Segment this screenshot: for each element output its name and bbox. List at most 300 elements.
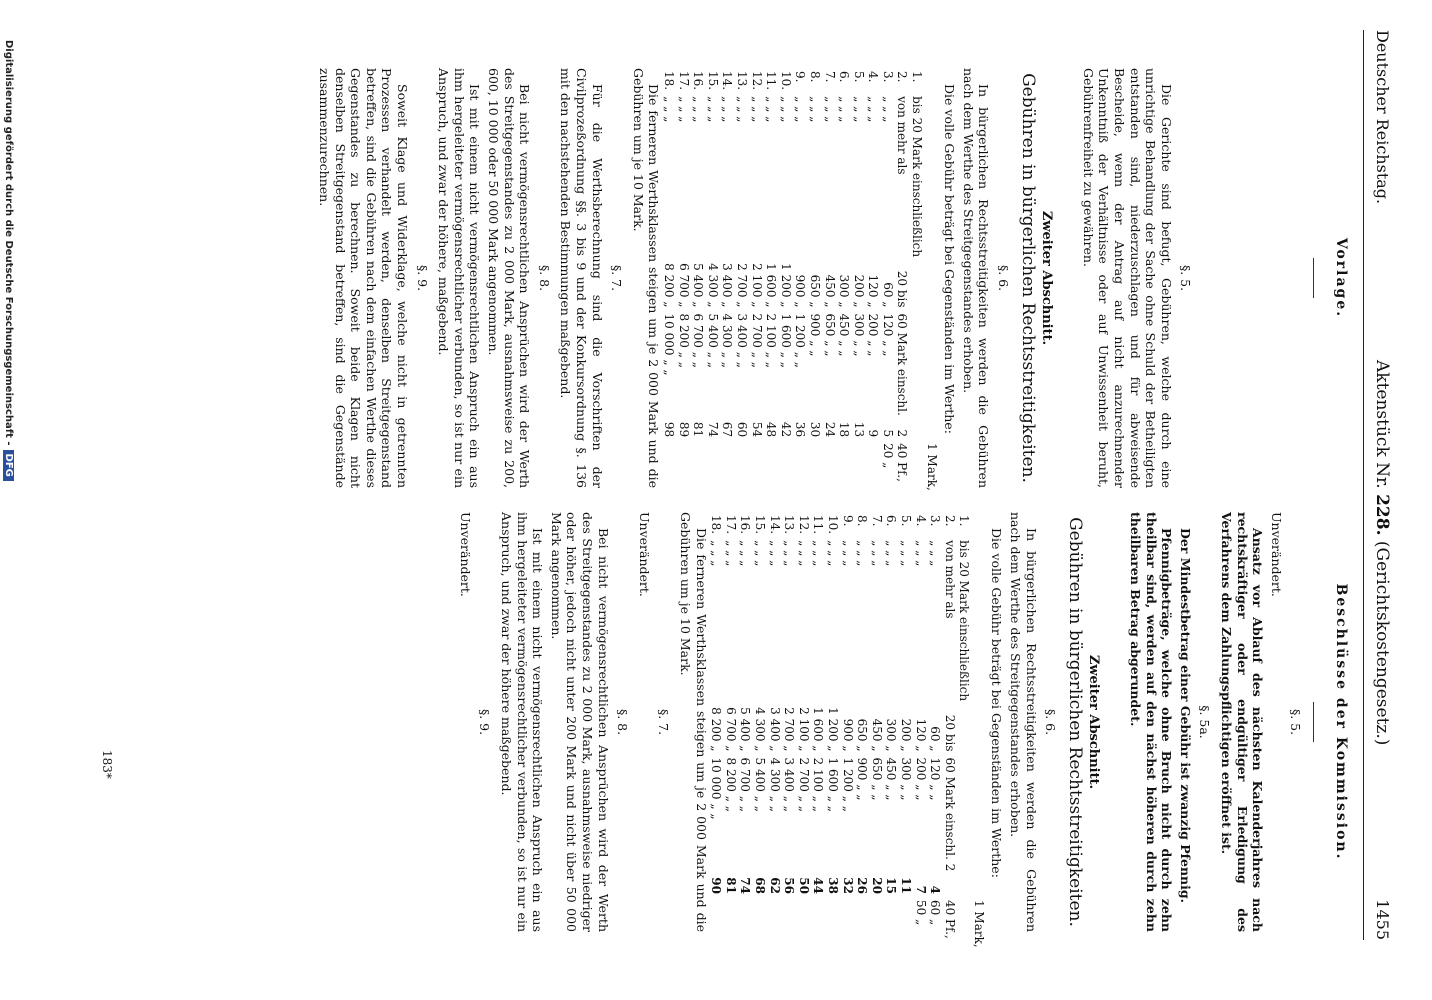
value-from: „ „ „	[720, 96, 735, 123]
value-upper-bound: 60 Mark einschl.	[895, 313, 910, 416]
fee-table-row	[928, 512, 943, 951]
row-number: 13.	[734, 71, 749, 91]
value-lower-bound: 3 400 „	[720, 263, 735, 308]
row-number: 6.	[837, 71, 852, 83]
fee-amount: 81	[723, 877, 738, 894]
value-upper-bound: 1 200 „ „	[840, 757, 855, 812]
fee-amount: 60	[734, 421, 749, 438]
fee-unit	[825, 897, 840, 951]
section-heading: §. 6.	[996, 264, 1012, 292]
value-from: „ „ „	[928, 540, 943, 567]
value-lower-bound: 900 „	[840, 718, 855, 752]
row-number: 3.	[928, 515, 943, 527]
value-upper-bound	[957, 755, 972, 875]
value-upper-bound: 4 300 „ „	[767, 757, 782, 812]
value-from: „ „ „	[691, 96, 706, 123]
value-from: „ „ „	[749, 96, 764, 123]
value-upper-bound: 10 000 „ „	[709, 757, 724, 820]
fee-table-row	[749, 68, 764, 494]
section-heading: §. 5.	[1288, 708, 1304, 736]
value-lower-bound: 2 100 „	[749, 263, 764, 308]
fee-table-row	[782, 512, 797, 951]
section-text: Unverändert.	[636, 512, 652, 597]
fee-amount: 2	[895, 429, 910, 438]
section-text: Ist mit einem nicht vermögensrechtlichen Anspruch ein aus ihm hergeleiteter vermögensrechtlicher verbunden, so ist nur ein Anspruch, und zwar der höhere, maßgebend.	[436, 68, 483, 488]
fee-table-row	[796, 512, 811, 951]
value-upper-bound: 2 700 „ „	[796, 757, 811, 812]
value-from: bis 20 Mark einschließlich	[910, 96, 925, 258]
value-from: „ „ „	[662, 96, 676, 123]
fee-table-header-row	[971, 512, 986, 951]
fee-amount: 5	[880, 429, 895, 438]
fee-table-row	[957, 512, 972, 951]
value-lower-bound: 20 bis	[942, 714, 957, 752]
value-lower-bound: 650 „	[807, 274, 822, 308]
value-lower-bound: 6 700 „	[723, 707, 738, 752]
fee-unit	[884, 897, 899, 951]
fee-unit	[793, 440, 808, 494]
fee-amount: 62	[767, 877, 782, 894]
value-from: „ „ „	[880, 96, 895, 123]
fee-amount: 67	[720, 421, 735, 438]
value-lower-bound: 1 600 „	[811, 707, 826, 752]
section-text: In bürgerlichen Rechtsstreitigkeiten werden die Gebühren nach dem Werthe des Streitgegenstandes erhoben.	[960, 68, 992, 488]
table-intro: Die volle Gebühr beträgt bei Gegenständen im Werthe:	[942, 84, 958, 434]
fee-amount: 15	[884, 877, 899, 894]
value-lower-bound: 200 „	[851, 274, 866, 308]
fee-unit	[767, 897, 782, 951]
fee-table-row	[676, 68, 691, 494]
value-upper-bound: 3 400 „ „	[782, 757, 797, 812]
fee-unit	[782, 897, 797, 951]
row-number: 9.	[840, 515, 855, 527]
fee-table-row	[851, 68, 866, 494]
fee-table	[709, 512, 986, 951]
fee-unit	[807, 440, 822, 494]
fee-table-row	[895, 68, 910, 494]
value-from: „ „ „	[811, 540, 826, 567]
value-lower-bound: 120 „	[866, 274, 881, 308]
value-from: „ „ „	[807, 96, 822, 123]
fee-table-row	[691, 68, 706, 494]
value-lower-bound: 3 400 „	[767, 707, 782, 752]
value-upper-bound: 900 „ „	[855, 757, 870, 801]
value-lower-bound: 1 200 „	[778, 263, 793, 308]
fee-table-row	[884, 512, 899, 951]
row-number: 2.	[895, 71, 910, 83]
part-heading: Zweiter Abschnitt.	[1086, 654, 1102, 790]
value-from: „ „ „	[840, 540, 855, 567]
row-number: 15.	[753, 515, 767, 535]
fee-table	[661, 68, 938, 494]
value-lower-bound: 450 „	[822, 274, 837, 308]
fee-table-row	[734, 68, 749, 494]
value-upper-bound: 450 „ „	[837, 313, 852, 357]
value-lower-bound	[957, 704, 972, 754]
running-head-center	[1372, 360, 1392, 745]
row-number: 17.	[723, 515, 738, 535]
fee-amount	[957, 874, 972, 897]
fee-table-row	[913, 512, 928, 951]
value-upper-bound: 1 600 „ „	[825, 757, 840, 812]
fee-unit	[855, 897, 870, 951]
row-number: 2.	[942, 515, 957, 527]
row-number: 3.	[880, 71, 895, 83]
value-upper-bound: 200 „ „	[866, 313, 881, 357]
fee-amount	[942, 874, 957, 897]
value-from: „ „ „	[898, 540, 913, 567]
value-upper-bound: 8 200 „ „	[723, 757, 738, 812]
fee-table-row	[822, 68, 837, 494]
value-lower-bound: 4 300 „	[705, 263, 720, 308]
digitization-credit	[3, 40, 14, 960]
value-from: „ „ „	[822, 96, 837, 123]
value-from: „ „ „	[869, 540, 884, 567]
fee-amount: 18	[837, 421, 852, 438]
fee-unit	[811, 897, 826, 951]
value-upper-bound: 8 200 „ „	[676, 313, 691, 368]
row-number: 18.	[662, 71, 676, 91]
fee-amount: 54	[749, 421, 764, 438]
row-number: 10.	[825, 515, 840, 535]
column-kommission	[454, 512, 1354, 948]
value-from: „ „ „	[796, 540, 811, 567]
fee-table-row	[738, 512, 753, 951]
value-lower-bound: 8 200 „	[709, 707, 724, 752]
value-upper-bound: 120 „ „	[880, 313, 895, 357]
fee-unit	[869, 897, 884, 951]
value-upper-bound: 1 600 „ „	[778, 313, 793, 368]
column-divider	[1313, 258, 1314, 298]
value-from: von mehr als	[942, 540, 957, 619]
value-from: „ „ „	[676, 96, 691, 123]
value-upper-bound: 650 „ „	[869, 757, 884, 801]
value-upper-bound: 900 „ „	[807, 313, 822, 357]
section-text: Die Gerichte sind befugt, Gebühren, welche durch eine unrichtige Behandlung der Sache ohne Schuld der Betheiligten entstanden sind, niederzuschlagen und für abweisende Bescheide, wenn der Antrag auf nicht anzurechnender Unkenntniß der Verhältnisse oder auf Unwissenheit beruht, Gebührenfreiheit zu gewähren.	[1080, 68, 1174, 488]
value-from: „ „ „	[767, 540, 782, 567]
value-lower-bound	[910, 260, 925, 310]
value-upper-bound: 6 700 „ „	[738, 757, 753, 812]
fee-table-row	[720, 68, 735, 494]
fee-unit	[691, 440, 706, 494]
fee-table-row	[807, 68, 822, 494]
fee-unit	[822, 440, 837, 494]
value-lower-bound: 6 700 „	[676, 263, 691, 308]
row-number: 6.	[884, 515, 899, 527]
fee-amount: 56	[782, 877, 797, 894]
fee-amount: 50	[796, 877, 811, 894]
fee-unit: 60 „	[928, 899, 943, 926]
section-text: Für die Werthsberechnung sind die Vorschriften der Civilprozeßordnung §§. 3 bis 9 und der Konkursordnung §. 136 mit den nachstehenden Bestimmungen maßgebend.	[558, 68, 605, 488]
fee-unit	[734, 440, 749, 494]
value-from: „ „ „	[866, 96, 881, 123]
section-text: Unverändert.	[457, 512, 473, 597]
value-from: „ „ „	[705, 96, 720, 123]
row-number: 4.	[913, 515, 928, 527]
value-from: „ „ „	[723, 540, 738, 567]
value-lower-bound: 2 700 „	[734, 263, 749, 308]
fee-amount: 11	[898, 877, 913, 894]
fee-table-row	[793, 68, 808, 494]
fee-table-row	[869, 512, 884, 951]
value-lower-bound: 900 „	[793, 274, 808, 308]
row-number: 12.	[796, 515, 811, 535]
value-lower-bound: 20 bis	[895, 270, 910, 308]
document-number: 228.	[1372, 494, 1392, 536]
value-from: „ „ „	[913, 540, 928, 567]
section-heading: §. 9.	[414, 264, 430, 292]
row-number: 15.	[705, 71, 720, 91]
fee-unit	[796, 897, 811, 951]
fee-unit	[840, 897, 855, 951]
value-lower-bound: 120 „	[913, 718, 928, 752]
value-lower-bound: 60 „	[880, 282, 895, 308]
value-upper-bound: 5 400 „ „	[705, 313, 720, 368]
value-from: „ „ „	[825, 540, 840, 567]
dfg-logo: DFG	[3, 450, 14, 481]
fee-unit	[898, 897, 913, 951]
part-title: Gebühren in bürgerlichen Rechtsstreitigkeiten.	[1017, 73, 1038, 483]
row-number: 1.	[910, 71, 925, 83]
column-vorlage	[314, 68, 1354, 491]
fee-table-row	[811, 512, 826, 951]
value-from: „ „ „	[837, 96, 852, 123]
value-from: „ „ „	[884, 540, 899, 567]
value-from: „ „ „	[709, 540, 724, 567]
value-from: „ „ „	[734, 96, 749, 123]
fee-amount: 74	[738, 877, 753, 894]
value-upper-bound: 6 700 „ „	[691, 313, 706, 368]
fee-amount: 42	[778, 421, 793, 438]
fee-table-row	[752, 512, 767, 951]
section-text: Bei nicht vermögensrechtlichen Ansprüchen wird der Werth des Streitgegenstandes zu 2 000 Mark, ausnahmsweise zu 200, 600, 10 000 oder 50 000 Mark angenommen.	[486, 68, 533, 488]
fee-table-row	[825, 512, 840, 951]
fee-amount: 26	[855, 877, 870, 894]
fee-table-row	[661, 68, 676, 494]
row-number: 12.	[749, 71, 764, 91]
row-number: 8.	[807, 71, 822, 83]
document-subject: (Gerichtskostengesetz.)	[1372, 540, 1392, 746]
section-text-amendment: Der Mindestbetrag einer Gebühr ist zwanzig Pfennig.	[1177, 528, 1193, 903]
value-from: bis 20 Mark einschließlich	[957, 540, 972, 702]
row-number: 18.	[709, 515, 724, 535]
fee-table-header-row	[924, 68, 939, 494]
row-number: 14.	[767, 515, 782, 535]
fee-table-row	[723, 512, 738, 951]
fee-table-row	[778, 68, 793, 494]
fee-table-row	[855, 512, 870, 951]
section-text-amendment: Ansatz vor Ablauf des nächsten Kalenderjahres nach rechtskräftiger oder endgültiger Erledigung des Verfahrens dem Zahlungspflichtigen eröffnet ist.	[1219, 512, 1266, 932]
value-from: „ „ „	[753, 540, 767, 567]
fee-amount: 98	[662, 421, 676, 438]
value-upper-bound: 2 100 „ „	[764, 313, 779, 368]
value-upper-bound: 60 Mark einschl. 2	[942, 757, 957, 872]
row-number: 5.	[851, 71, 866, 83]
fee-unit: 20 „	[880, 443, 895, 469]
value-lower-bound: 5 400 „	[738, 707, 753, 752]
fee-amount: 9	[866, 429, 881, 438]
section-heading: §. 7.	[656, 708, 672, 736]
section-heading: §. 9.	[477, 708, 493, 736]
value-from: „ „ „	[782, 540, 797, 567]
value-lower-bound: 2 100 „	[796, 707, 811, 752]
fee-unit	[752, 897, 767, 951]
fee-unit	[661, 440, 676, 494]
fee-table-row	[767, 512, 782, 951]
value-from: „ „ „	[764, 96, 779, 123]
fee-table-row	[942, 512, 957, 951]
fee-unit	[837, 440, 852, 494]
value-lower-bound: 2 700 „	[782, 707, 797, 752]
header-rule	[1363, 30, 1364, 940]
fee-amount: 13	[851, 421, 866, 438]
part-title: Gebühren in bürgerlichen Rechtsstreitigkeiten.	[1064, 517, 1085, 927]
fee-unit: 50 „	[913, 899, 928, 926]
value-lower-bound: 8 200 „	[662, 263, 676, 308]
value-lower-bound: 4 300 „	[753, 707, 767, 752]
value-from: „ „ „	[851, 96, 866, 123]
page-number: 1455	[1373, 899, 1392, 940]
fee-amount: 81	[691, 421, 706, 438]
fee-amount: 68	[753, 877, 767, 894]
fee-table-row	[709, 512, 724, 951]
fee-unit	[720, 440, 735, 494]
row-number: 13.	[782, 515, 797, 535]
running-head-left: Deutscher Reichstag.	[1373, 30, 1392, 205]
fee-amount: 20	[869, 877, 884, 894]
fee-table-row	[840, 512, 855, 951]
fee-unit	[723, 897, 738, 951]
fee-amount: 74	[705, 421, 720, 438]
fee-table-row	[898, 512, 913, 951]
row-number: 1.	[957, 515, 972, 527]
fee-unit	[749, 440, 764, 494]
value-upper-bound: 3 400 „ „	[734, 313, 749, 368]
fee-amount: 30	[807, 421, 822, 438]
row-number: 10.	[778, 71, 793, 91]
value-lower-bound: 650 „	[855, 718, 870, 752]
value-upper-bound: 2 100 „ „	[811, 757, 826, 812]
section-text: Die ferneren Werthsklassen steigen um je 2 000 Mark und die Gebühren um je 10 Mark.	[678, 512, 709, 932]
fee-unit	[705, 440, 720, 494]
fee-amount: 48	[764, 421, 779, 438]
value-lower-bound: 450 „	[869, 718, 884, 752]
running-head	[1366, 30, 1392, 940]
section-text: In bürgerlichen Rechtsstreitigkeiten werden die Gebühren nach dem Werthe des Streitgegenstandes erhoben.	[1008, 512, 1039, 932]
fee-unit	[764, 440, 779, 494]
part-heading: Zweiter Abschnitt.	[1039, 210, 1055, 346]
fee-table-row	[764, 68, 779, 494]
section-text: Die ferneren Werthsklassen steigen um je 2 000 Mark und die Gebühren um je 10 Mark.	[630, 68, 662, 488]
value-lower-bound: 1 600 „	[764, 263, 779, 308]
value-upper-bound: 5 400 „ „	[753, 757, 767, 812]
section-heading: §. 8.	[536, 264, 552, 292]
fee-unit: 40 Pf.,	[942, 899, 957, 939]
value-lower-bound: 5 400 „	[691, 263, 706, 308]
row-number: 8.	[855, 515, 870, 527]
section-text-amendment: Pfennigbeträge, welche ohne Bruch nicht durch zehn theilbar sind, werden auf den nächst höheren durch zehn theilbaren Betrag abgerundet.	[1128, 512, 1175, 932]
fee-unit-header: 1 Mark,	[924, 443, 939, 491]
value-lower-bound: 300 „	[884, 718, 899, 752]
value-upper-bound: 200 „ „	[913, 757, 928, 801]
row-number: 7.	[822, 71, 837, 83]
fee-amount: 36	[793, 421, 808, 438]
value-upper-bound	[910, 311, 925, 419]
fee-amount: 7	[913, 885, 928, 894]
fee-amount	[910, 419, 925, 440]
value-from: „ „ „	[855, 540, 870, 567]
table-intro: Die volle Gebühr beträgt bei Gegenständen im Werthe:	[989, 528, 1005, 878]
value-upper-bound: 300 „ „	[851, 313, 866, 357]
fee-table-row	[837, 68, 852, 494]
fee-unit	[910, 440, 925, 494]
value-lower-bound: 300 „	[837, 274, 852, 308]
row-number: 16.	[691, 71, 706, 91]
fee-amount: 4	[928, 885, 943, 894]
row-number: 9.	[793, 71, 808, 83]
column-heading: Vorlage.	[1333, 237, 1349, 319]
value-from: „ „ „	[738, 540, 753, 567]
fee-unit	[957, 897, 972, 951]
column-divider	[1313, 702, 1314, 742]
column-heading: Beschlüsse der Kommission.	[1333, 583, 1349, 861]
signature-mark: 183*	[100, 750, 114, 779]
section-text: Bei nicht vermögensrechtlichen Ansprüchen wird der Werth des Streitgegenstandes zu 2 000 Mark, ausnahmsweise niedriger oder höher, jedoch nicht unter 200 Mark und nicht über 50 000 Mark angenommen.	[548, 512, 611, 932]
fee-table-row	[910, 68, 925, 494]
row-number: 16.	[738, 515, 753, 535]
fee-table-row	[880, 68, 895, 494]
value-lower-bound: 1 200 „	[825, 707, 840, 752]
value-upper-bound: 300 „ „	[898, 757, 913, 801]
credit-text: Digitalisierung gefördert durch die Deutsche Forschungsgemeinschaft -	[3, 40, 14, 446]
fee-unit	[778, 440, 793, 494]
fee-unit-header: 1 Mark,	[971, 899, 986, 948]
fee-unit	[851, 440, 866, 494]
fee-amount: 24	[822, 421, 837, 438]
fee-amount: 44	[811, 877, 826, 894]
value-upper-bound: 4 300 „ „	[720, 313, 735, 368]
fee-table-row	[866, 68, 881, 494]
value-from: „ „ „	[793, 96, 808, 123]
fee-amount: 38	[825, 877, 840, 894]
row-number: 7.	[869, 515, 884, 527]
section-heading: §. 5a.	[1197, 705, 1213, 739]
value-lower-bound: 60 „	[928, 726, 943, 752]
value-from: „ „ „	[778, 96, 793, 123]
value-upper-bound: 650 „ „	[822, 313, 837, 357]
section-heading: §. 6.	[1043, 708, 1059, 736]
fee-amount: 90	[709, 877, 724, 894]
value-from: von mehr als	[895, 96, 910, 175]
value-upper-bound: 1 200 „ „	[793, 313, 808, 368]
row-number: 5.	[898, 515, 913, 527]
value-upper-bound: 2 700 „ „	[749, 313, 764, 368]
section-heading: §. 8.	[615, 708, 631, 736]
fee-amount: 32	[840, 877, 855, 894]
section-heading: §. 7.	[609, 264, 625, 292]
value-upper-bound: 120 „ „	[928, 757, 943, 801]
value-lower-bound: 200 „	[898, 718, 913, 752]
fee-unit	[738, 897, 753, 951]
row-number: 17.	[676, 71, 691, 91]
section-heading: §. 5.	[1178, 264, 1194, 292]
row-number: 11.	[811, 515, 826, 535]
fee-unit	[709, 897, 724, 951]
fee-table-row	[705, 68, 720, 494]
fee-unit	[676, 440, 691, 494]
fee-unit	[866, 440, 881, 494]
row-number: 4.	[866, 71, 881, 83]
